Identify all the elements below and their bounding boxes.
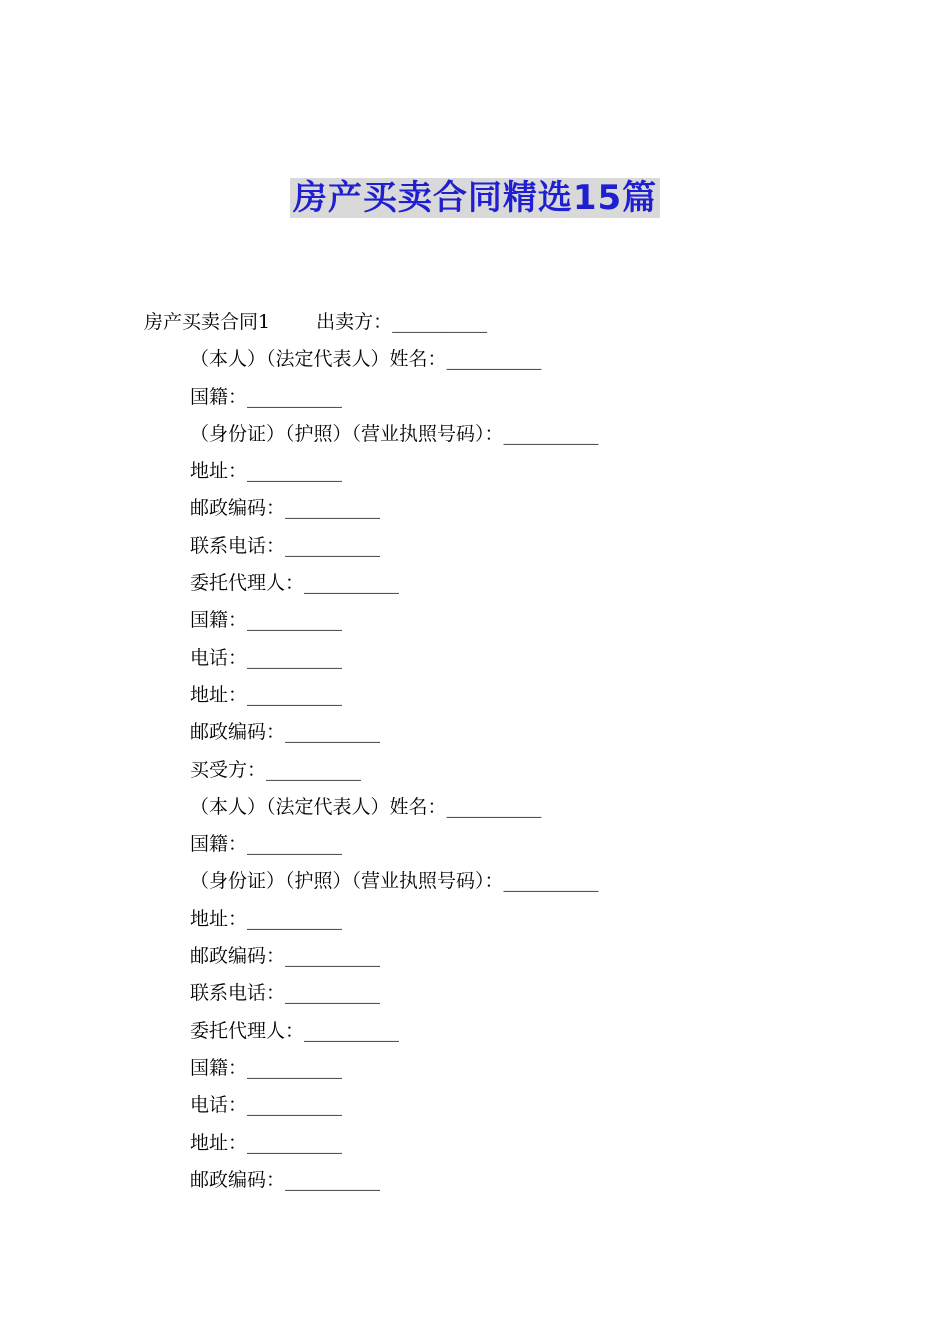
text-line: 电话：__________ [190,646,343,669]
document-body [144,304,824,1199]
text-line: 委托代理人：__________ [190,1019,400,1042]
text-line: 邮政编码：__________ [190,945,381,968]
text-line: 地址：__________ [190,460,343,483]
text-line: 电话：__________ [190,1094,343,1117]
text-line: （身份证）（护照）（营业执照号码）：__________ [190,870,599,893]
text-line: 邮政编码：__________ [190,721,381,744]
document-title: 房产买卖合同精选15篇 [290,178,660,218]
text-line: 国籍：__________ [190,833,343,856]
text-line: 联系电话：__________ [190,534,381,557]
text-line: （本人）（法定代表人）姓名：__________ [190,795,542,818]
text-line: （本人）（法定代表人）姓名：__________ [190,348,542,371]
text-line: 邮政编码：__________ [190,497,381,520]
text-line: 委托代理人：__________ [190,572,400,595]
text-line: 邮政编码：__________ [190,1168,381,1191]
first-line [144,304,824,341]
text-line: （身份证）（护照）（营业执照号码）：__________ [190,422,599,445]
text-line: 地址：__________ [190,1131,343,1154]
text-line: 地址：__________ [190,683,343,706]
text-line: 国籍：__________ [190,609,343,632]
text-line: 国籍：__________ [190,1056,343,1079]
title-container [0,178,950,218]
text-line: 买受方：__________ [190,758,362,781]
contract-heading: 房产买卖合同1 [144,311,271,333]
text-line: 联系电话：__________ [190,982,381,1005]
text-line: 国籍：__________ [190,385,343,408]
seller-field: 出卖方：__________ [316,311,488,333]
text-line: 地址：__________ [190,907,343,930]
